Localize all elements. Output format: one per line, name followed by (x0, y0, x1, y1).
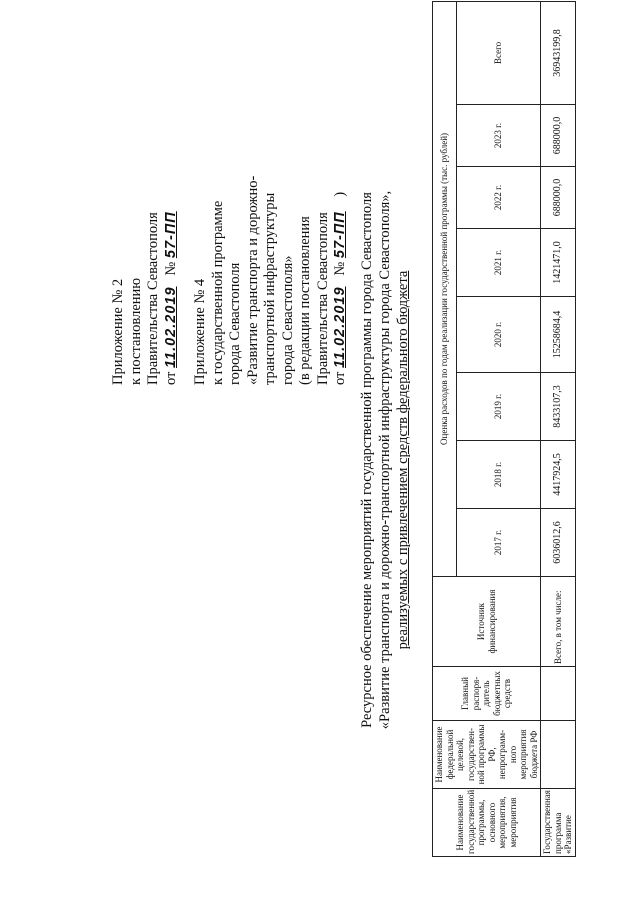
header-year: 2022 г. (457, 167, 541, 229)
appendix4-date-prefix: от (332, 371, 348, 385)
appendix2-date-prefix: от (162, 371, 179, 385)
document-heading (358, 110, 412, 810)
row-empty-cell (541, 667, 576, 721)
row-value: 8433107,3 (541, 373, 576, 441)
appendix2-line3: Правительства Севастополя (145, 212, 161, 385)
header-federal-program: Наименование федеральной целевой, государствен-ной программы РФ, непрограмм-ного мероприятия бюджета РФ (433, 721, 541, 789)
appendix4-no-prefix: № (332, 261, 348, 276)
header-program-name: Наименование государственной программы, основного мероприятия, мероприятия (433, 789, 541, 857)
appendix2-date: 11.02.2019 (162, 286, 179, 368)
table-row (541, 1, 576, 856)
row-value: 4417924,5 (541, 441, 576, 509)
header-year: 2020 г. (457, 297, 541, 373)
row-empty-cell (541, 721, 576, 789)
appendix4-line8: Правительства Севастополя (314, 212, 331, 385)
appendix4-line3: города Севастополя (227, 262, 243, 385)
row-value: 688000,0 (541, 105, 576, 167)
appendix4-line5: транспортной инфраструктуры (262, 192, 278, 385)
appendix-block (110, 125, 350, 385)
appendix4-number: 57-ПП (332, 211, 348, 259)
header-expense-estimate: Оценка расходов по годам реализации государственной программы (тыс. рублей) (433, 1, 457, 576)
header-year: 2018 г. (457, 441, 541, 509)
appendix2-line2: к постановлению (127, 277, 144, 385)
heading-line2: «Развитие транспорта и дорожно-транспортной инфраструктуры города Севастополя», (377, 190, 393, 730)
appendix4-date-line (332, 125, 350, 385)
appendix4-line7: (в редакции постановления (297, 216, 313, 385)
row-program-name: Государственная программа «Развитие (541, 789, 576, 857)
heading-line3: реализуемых с привлечением средств федерального бюджета (395, 270, 411, 650)
row-value: 1421471,0 (541, 229, 576, 297)
header-total: Всего (457, 1, 541, 104)
row-value: 6036012,6 (541, 509, 576, 577)
appendix4-title: Приложение № 4 (192, 278, 208, 385)
row-funding-source: Всего, в том числе: (541, 577, 576, 667)
appendix2-title: Приложение № 2 (110, 278, 126, 385)
appendix4-line4: «Развитие транспорта и дорожно- (244, 175, 261, 385)
header-year: 2017 г. (457, 509, 541, 577)
header-year: 2021 г. (457, 229, 541, 297)
row-value: 688000,0 (541, 167, 576, 229)
header-funding-source: Источник финансирования (433, 577, 541, 667)
appendix2-date-line (163, 125, 181, 385)
header-year: 2019 г. (457, 373, 541, 441)
row-value: 15258684,4 (541, 297, 576, 373)
heading-line1: Ресурсное обеспечение мероприятий государственной программы города Севастополя (359, 192, 375, 728)
appendix2-no-prefix: № (162, 261, 179, 276)
header-budget-manager: Главный распоря-дитель бюджетных средств (433, 667, 541, 721)
appendix4-line6: города Севастополя» (279, 255, 296, 385)
resource-table (432, 1, 576, 857)
appendix2-number: 57-ПП (162, 211, 179, 259)
header-year: 2023 г. (457, 105, 541, 167)
appendix4-line2: к государственной программе (209, 200, 226, 385)
appendix4-close: ) (332, 191, 348, 197)
appendix4-date: 11.02.2019 (332, 286, 348, 368)
row-total: 36943199,8 (541, 1, 576, 104)
